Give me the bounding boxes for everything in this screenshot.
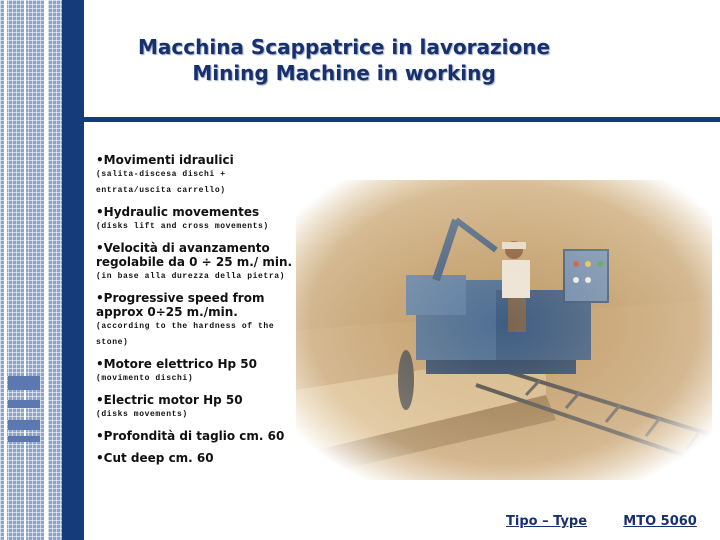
- band-square: [8, 420, 40, 430]
- bullet-sub: (disks lift and cross movements): [96, 222, 269, 231]
- bullet-sub: (salita-discesa dischi + entrata/uscita carrello): [96, 170, 226, 195]
- bullet-sub: (movimento dischi): [96, 374, 194, 383]
- type-label[interactable]: Tipo – Type: [506, 514, 588, 529]
- bullet-main: •Profondità di taglio cm. 60: [96, 429, 285, 443]
- band-stripe: [4, 0, 7, 540]
- model-footer[interactable]: [506, 514, 716, 529]
- bullet-main: •Cut deep cm. 60: [96, 451, 214, 465]
- band-square: [8, 436, 40, 442]
- band-stripe: [44, 0, 48, 540]
- slide-title: [84, 34, 604, 86]
- vertical-accent-bar: [62, 0, 84, 540]
- bullet-sub: (disks movements): [96, 410, 188, 419]
- bullet-main: •Movimenti idraulici: [96, 153, 234, 167]
- title-rule: [84, 117, 720, 122]
- band-stripe: [24, 0, 26, 540]
- model-code[interactable]: MTO 5060: [623, 514, 697, 529]
- bullet-sub: (in base alla durezza della pietra): [96, 272, 286, 281]
- band-square: [8, 376, 40, 390]
- bullet-main: •Motore elettrico Hp 50: [96, 357, 258, 371]
- title-line-italian: Macchina Scappatrice in lavorazione: [137, 35, 551, 59]
- bullet-main: •Hydraulic movementes: [96, 205, 260, 219]
- mining-machine-photo: [296, 180, 712, 480]
- bullet-main: •Electric motor Hp 50: [96, 393, 243, 407]
- bullet-sub: (according to the hardness of the stone): [96, 322, 275, 347]
- band-square: [8, 400, 40, 408]
- title-line-english: Mining Machine in working: [192, 61, 496, 85]
- feature-list: [96, 153, 296, 465]
- bullet-main: •Velocità di avanzamento regolabile da 0 ÷ 25 m./ min.: [96, 241, 293, 269]
- bullet-main: •Progressive speed from approx 0÷25 m./min.: [96, 291, 265, 319]
- left-decorative-band: [0, 0, 62, 540]
